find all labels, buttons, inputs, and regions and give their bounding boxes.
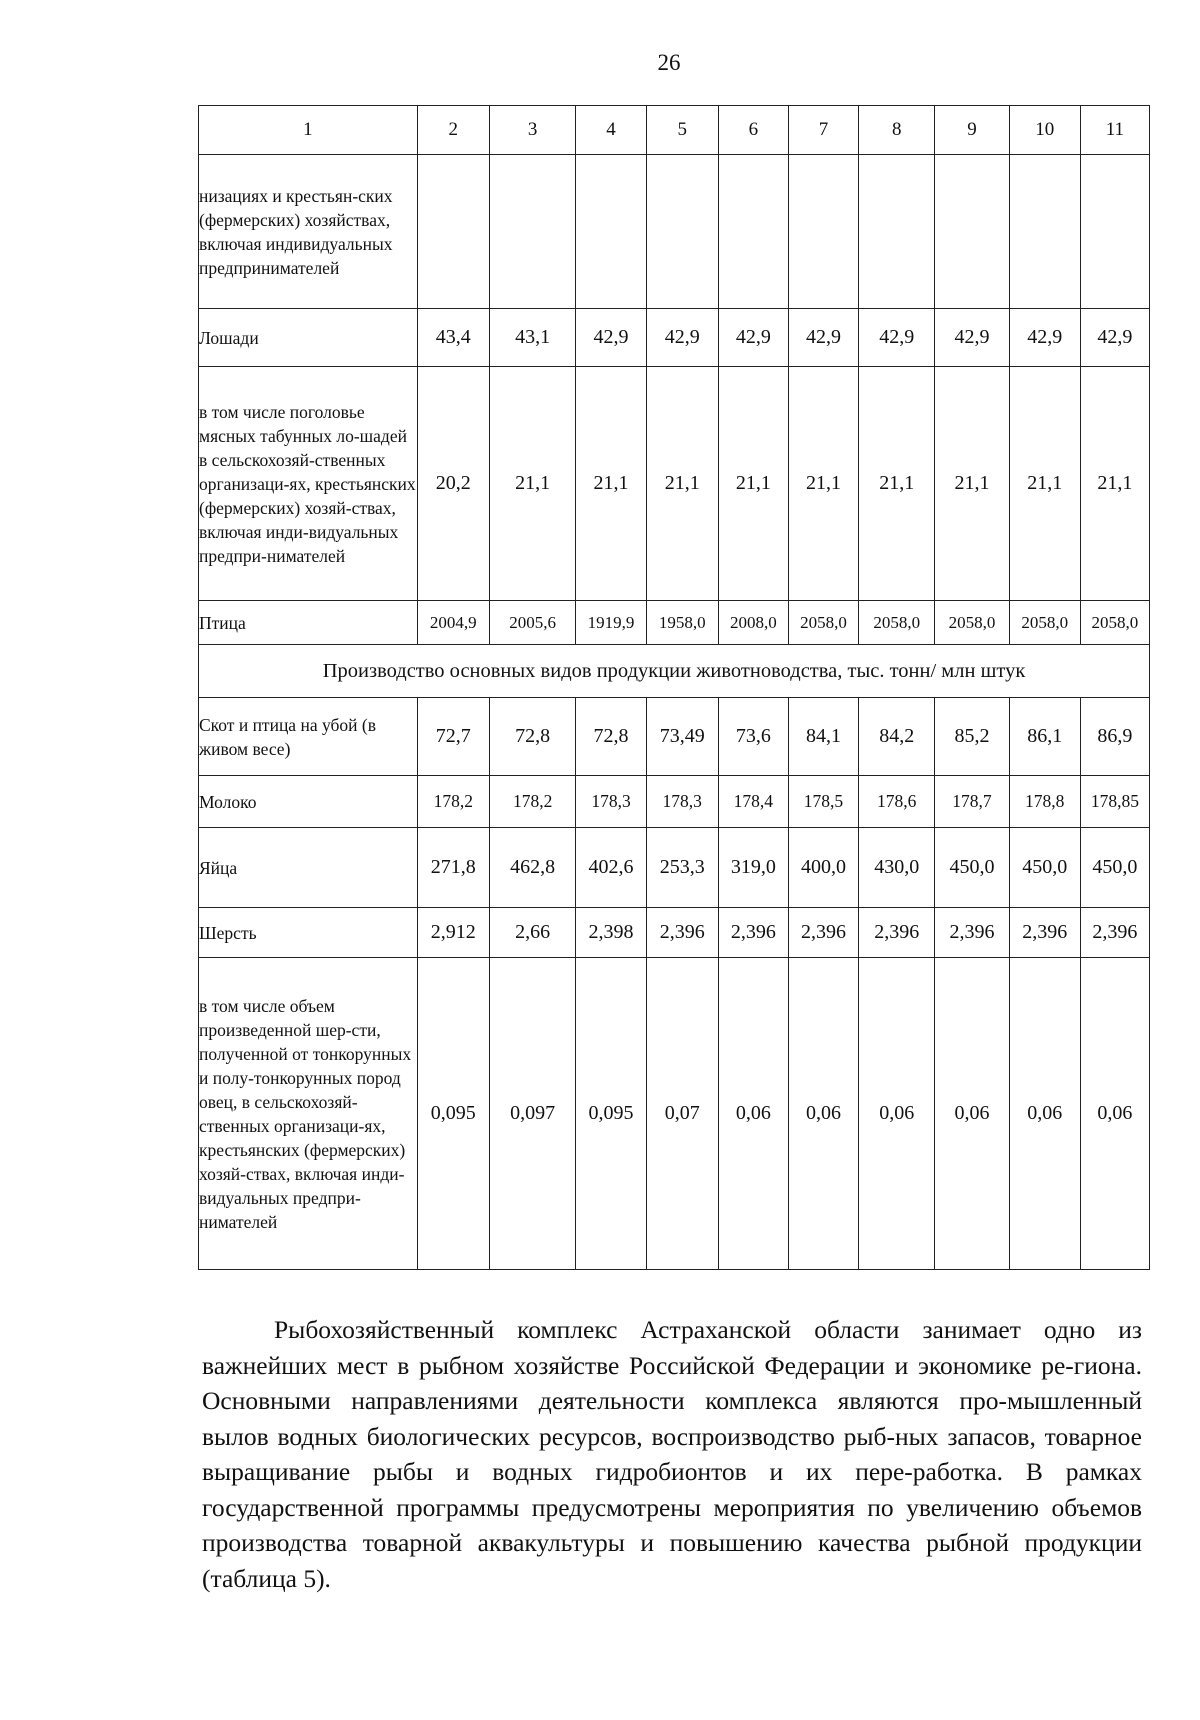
table-cell: 178,2 — [489, 776, 576, 828]
row-label: Шерсть — [199, 908, 418, 958]
table-row — [199, 367, 1150, 601]
table-cell: 86,9 — [1080, 698, 1149, 776]
table-cell: 178,8 — [1009, 776, 1080, 828]
table-cell: 2008,0 — [718, 601, 788, 645]
row-label: Скот и птица на убой (в живом весе) — [199, 698, 418, 776]
table-cell: 42,9 — [646, 309, 718, 367]
table-cell: 72,8 — [489, 698, 576, 776]
table-cell: 2,396 — [1009, 908, 1080, 958]
table-cell: 450,0 — [1009, 828, 1080, 908]
table-cell: 86,1 — [1009, 698, 1080, 776]
table-cell: 0,097 — [489, 958, 576, 1270]
section-row — [199, 645, 1150, 698]
table-cell: 21,1 — [576, 367, 646, 601]
table-cell: 42,9 — [1080, 309, 1149, 367]
table-cell: 178,3 — [646, 776, 718, 828]
table-cell: 253,3 — [646, 828, 718, 908]
table-cell: 21,1 — [935, 367, 1009, 601]
table-cell: 0,07 — [646, 958, 718, 1270]
table-cell: 178,3 — [576, 776, 646, 828]
table-cell: 400,0 — [788, 828, 858, 908]
table-cell: 2,396 — [1080, 908, 1149, 958]
table-cell: 84,1 — [788, 698, 858, 776]
table-row — [199, 828, 1150, 908]
table-cell — [935, 155, 1009, 309]
table-cell — [718, 155, 788, 309]
table-cell: 21,1 — [489, 367, 576, 601]
table-cell: 72,7 — [417, 698, 489, 776]
table-cell: 42,9 — [788, 309, 858, 367]
row-label: в том числе объем произведенной шер-сти, полученной от тонкорунных и полу-тонкорунных пород овец, в сельскохозяй-ственных организаци-ях, крестьянских (фермерских) хозяй-ствах, включая инди-видуальных предпри-нимателей — [199, 958, 418, 1270]
row-label: в том числе поголовье мясных табунных ло-шадей в сельскохозяй-ственных организаци-ях, крестьянских (фермерских) хозяй-ствах, включая инди-видуальных предпри-нимателей — [199, 367, 418, 601]
row-label: Яйца — [199, 828, 418, 908]
table-cell — [788, 155, 858, 309]
table-cell: 430,0 — [859, 828, 935, 908]
column-header: 6 — [718, 106, 788, 155]
table-row — [199, 776, 1150, 828]
table-cell: 319,0 — [718, 828, 788, 908]
table-cell — [489, 155, 576, 309]
table-cell: 178,85 — [1080, 776, 1149, 828]
table-cell: 462,8 — [489, 828, 576, 908]
table-cell — [646, 155, 718, 309]
table-cell: 42,9 — [576, 309, 646, 367]
row-label: Лошади — [199, 309, 418, 367]
table-cell — [417, 155, 489, 309]
row-label: Молоко — [199, 776, 418, 828]
table-cell: 85,2 — [935, 698, 1009, 776]
table-cell: 21,1 — [859, 367, 935, 601]
table-cell: 271,8 — [417, 828, 489, 908]
table-cell: 178,2 — [417, 776, 489, 828]
table-cell: 2,396 — [718, 908, 788, 958]
livestock-table — [198, 105, 1150, 1270]
table-cell: 73,6 — [718, 698, 788, 776]
table-cell: 0,095 — [576, 958, 646, 1270]
table-cell: 178,6 — [859, 776, 935, 828]
table-cell: 450,0 — [935, 828, 1009, 908]
table-cell: 0,06 — [935, 958, 1009, 1270]
column-header: 1 — [199, 106, 418, 155]
table-cell: 2005,6 — [489, 601, 576, 645]
table-cell: 2058,0 — [935, 601, 1009, 645]
table-cell: 21,1 — [1080, 367, 1149, 601]
table-cell: 178,5 — [788, 776, 858, 828]
table-row — [199, 601, 1150, 645]
table-cell: 2,912 — [417, 908, 489, 958]
table-cell: 450,0 — [1080, 828, 1149, 908]
table-cell — [1080, 155, 1149, 309]
table-cell: 2004,9 — [417, 601, 489, 645]
table-cell: 43,1 — [489, 309, 576, 367]
column-header: 7 — [788, 106, 858, 155]
table-cell: 0,06 — [718, 958, 788, 1270]
table-cell: 0,06 — [859, 958, 935, 1270]
column-header: 3 — [489, 106, 576, 155]
column-header: 9 — [935, 106, 1009, 155]
table-cell: 0,095 — [417, 958, 489, 1270]
table-cell: 21,1 — [646, 367, 718, 601]
table-cell: 2,398 — [576, 908, 646, 958]
table-row — [199, 155, 1150, 309]
page-number: 26 — [657, 50, 681, 75]
table-cell: 42,9 — [1009, 309, 1080, 367]
table-cell: 0,06 — [788, 958, 858, 1270]
table-cell: 402,6 — [576, 828, 646, 908]
table-cell: 2,396 — [646, 908, 718, 958]
table-cell: 21,1 — [1009, 367, 1080, 601]
table-cell: 72,8 — [576, 698, 646, 776]
table-cell: 21,1 — [788, 367, 858, 601]
table-cell: 178,7 — [935, 776, 1009, 828]
table-cell: 43,4 — [417, 309, 489, 367]
table-cell: 2058,0 — [1080, 601, 1149, 645]
column-header: 2 — [417, 106, 489, 155]
body-paragraph: Рыбохозяйственный комплекс Астраханской области занимает одно из важнейших мест в рыбном хозяйстве Российской Федерации и экономике ре-гиона. Основными направлениями деятельности комплекса являются про-мышленный вылов водных биологических ресурсов, воспроизводство рыб-ных запасов, товарное выращивание рыбы и водных гидробионтов и их пере-работка. В рамках государственной программы предусмотрены мероприятия по увеличению объемов производства товарной аквакультуры и повышению качества рыбной продукции (таблица 5). — [202, 1315, 1142, 1593]
row-label: низациях и крестьян-ских (фермерских) хозяйствах, включая индивидуальных предпринимателей — [199, 155, 418, 309]
column-header: 11 — [1080, 106, 1149, 155]
table-header-row — [199, 106, 1150, 155]
table-row — [199, 908, 1150, 958]
table-cell: 2,396 — [935, 908, 1009, 958]
column-header: 8 — [859, 106, 935, 155]
table-cell: 42,9 — [718, 309, 788, 367]
table-cell: 2,396 — [788, 908, 858, 958]
table-cell — [576, 155, 646, 309]
table-row — [199, 958, 1150, 1270]
table-cell: 42,9 — [935, 309, 1009, 367]
table-cell — [1009, 155, 1080, 309]
table-cell: 0,06 — [1009, 958, 1080, 1270]
table-cell: 1919,9 — [576, 601, 646, 645]
table-cell: 2058,0 — [1009, 601, 1080, 645]
table-body — [199, 106, 1150, 1270]
table-cell — [859, 155, 935, 309]
column-header: 10 — [1009, 106, 1080, 155]
table-cell: 0,06 — [1080, 958, 1149, 1270]
table-cell: 42,9 — [859, 309, 935, 367]
row-label: Птица — [199, 601, 418, 645]
table-cell: 2058,0 — [788, 601, 858, 645]
table-cell: 1958,0 — [646, 601, 718, 645]
table-cell: 2,396 — [859, 908, 935, 958]
column-header: 5 — [646, 106, 718, 155]
table-cell: 2,66 — [489, 908, 576, 958]
table-cell: 178,4 — [718, 776, 788, 828]
table-cell: 21,1 — [718, 367, 788, 601]
section-title: Производство основных видов продукции животноводства, тыс. тонн/ млн штук — [199, 645, 1150, 698]
table-cell: 73,49 — [646, 698, 718, 776]
table-cell: 20,2 — [417, 367, 489, 601]
table-row — [199, 698, 1150, 776]
table-cell: 2058,0 — [859, 601, 935, 645]
table-row — [199, 309, 1150, 367]
table-cell: 84,2 — [859, 698, 935, 776]
column-header: 4 — [576, 106, 646, 155]
